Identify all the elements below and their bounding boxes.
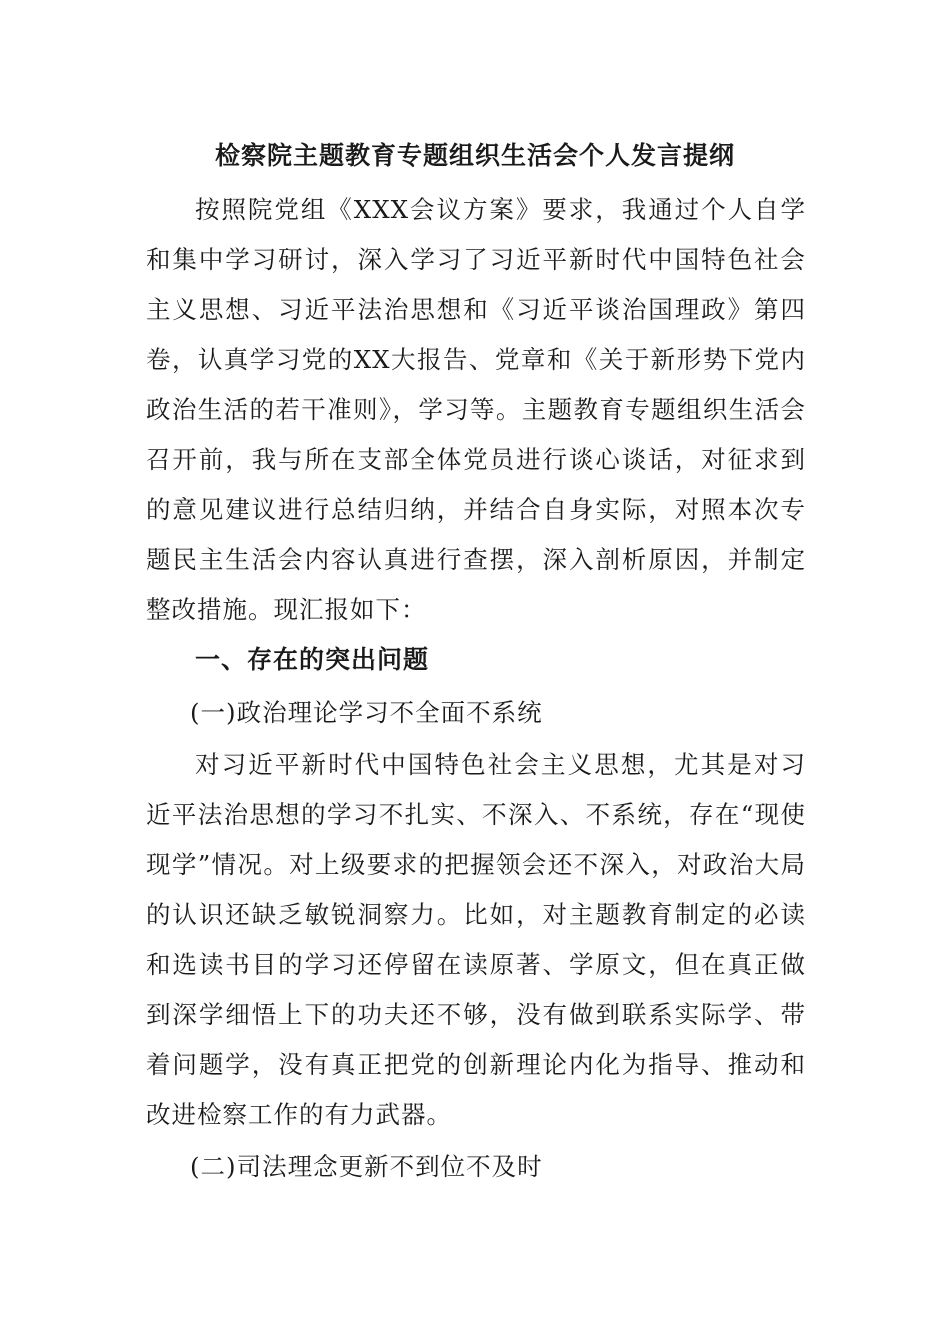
intro-paragraph: 按照院党组《XXX会议方案》要求，我通过个人自学和集中学习研讨，深入学习了习近平新时代中国特色社会主义思想、习近平法治思想和《习近平谈治国理政》第四卷，认真学习党的XX大报告、党章和《关于新形势下党内政治生活的若干准则》，学习等。主题教育专题组织生活会召开前，我与所在支部全体党员进行谈心谈话，对征求到的意见建议进行总结归纳，并结合自身实际，对照本次专题民主生活会内容认真进行查摆，深入剖析原因，并制定整改措施。现汇报如下： <box>146 195 806 624</box>
subsection-paragraph-political-theory: 对习近平新时代中国特色社会主义思想，尤其是对习近平法治思想的学习不扎实、不深入、不系统，存在“现使现学”情况。对上级要求的把握领会还不深入，对政治大局的认识还缺乏敏锐洞察力。比如，对主题教育制定的必读和选读书目的学习还停留在读原著、学原文，但在真正做到深学细悟上下的功夫还不够，没有做到联系实际学、带着问题学，没有真正把党的创新理论内化为指导、推动和改进检察工作的有力武器。 <box>146 750 806 1129</box>
document-title: 检察院主题教育专题组织生活会个人发言提纲 <box>214 141 735 170</box>
section-heading-problems: 一、存在的突出问题 <box>195 645 430 674</box>
subsection-heading-political-theory: (一)政治理论学习不全面不系统 <box>190 698 543 727</box>
subsection-heading-judicial-concept: (二)司法理念更新不到位不及时 <box>190 1152 543 1181</box>
